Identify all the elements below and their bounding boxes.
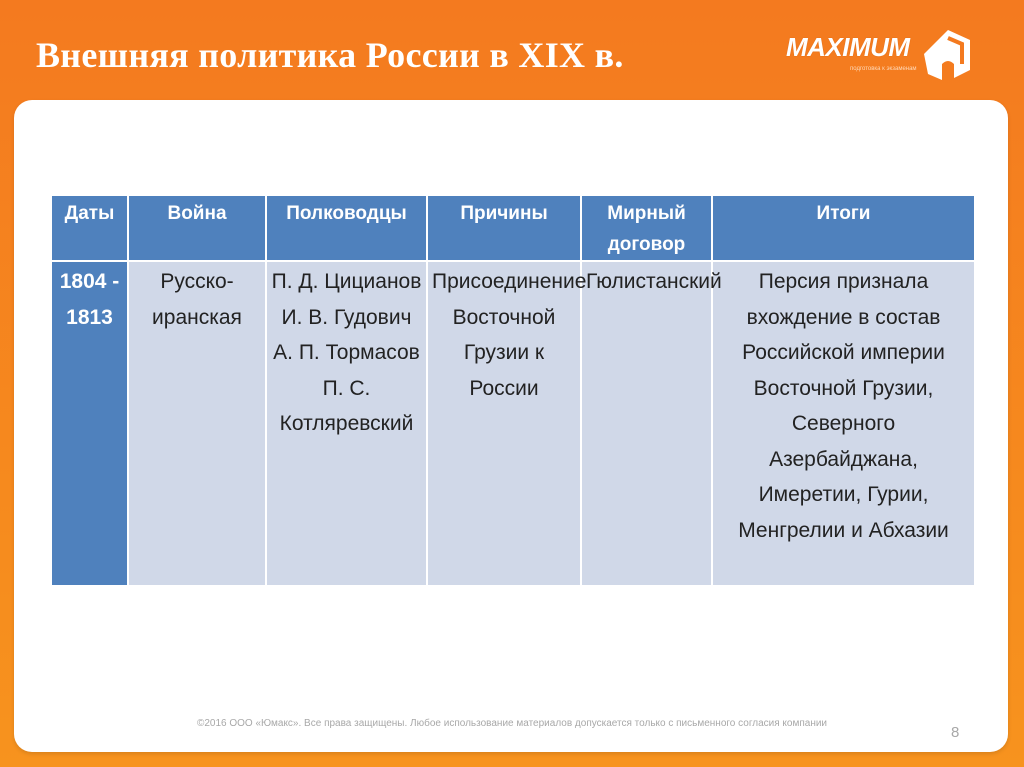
header-war: Война — [128, 195, 266, 261]
cell-results: Персия признала вхождение в состав Российской империи Восточной Грузии, Северного Азербайджана, Имеретии, Гурии, Менгрелии и Абхазии — [712, 261, 975, 586]
slide-title: Внешняя политика России в XIX в. — [36, 35, 624, 75]
logo-tagline: подготовка к экзаменам — [850, 66, 917, 72]
logo-house-icon — [920, 24, 976, 82]
cell-commanders: П. Д. Цицианов И. В. Гудович А. П. Тормасов П. С. Котляревский — [266, 261, 427, 586]
logo-text: MAXIMUM — [786, 32, 910, 62]
page-number: 8 — [951, 724, 960, 741]
cell-dates: 1804 - 1813 — [51, 261, 128, 586]
header-commanders: Полководцы — [266, 195, 427, 261]
maximum-logo — [786, 24, 976, 84]
header-causes: Причины — [427, 195, 581, 261]
cell-war: Русско-иранская — [128, 261, 266, 586]
cell-causes: Присоединение Восточной Грузии к России — [427, 261, 581, 586]
table-header-row — [51, 195, 975, 261]
table-row — [51, 261, 975, 586]
header-results: Итоги — [712, 195, 975, 261]
cell-peace-treaty: Гюлистанский — [581, 261, 712, 586]
wars-table — [50, 194, 976, 587]
header-peace-treaty: Мирный договор — [581, 195, 712, 261]
copyright-footer: ©2016 ООО «Юмакс». Все права защищены. Любое использование материалов допускается только с письменного согласия компании — [196, 718, 828, 729]
content-panel — [14, 100, 1008, 752]
header-dates: Даты — [51, 195, 128, 261]
